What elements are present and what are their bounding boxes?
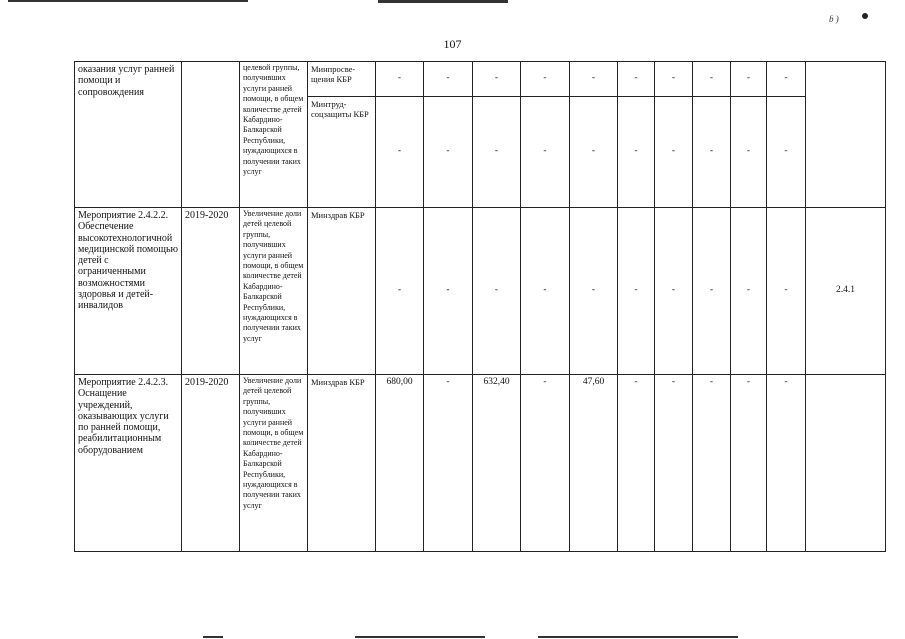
executor-cell: Минпросве-щения КБР: [308, 62, 376, 97]
value-cell: -: [693, 208, 731, 375]
executor-cell: Минтруд-соцзащиты КБР: [308, 97, 376, 208]
value-cell: -: [424, 97, 473, 208]
period-cell: 2019-2020: [182, 208, 240, 375]
indicator-cell: целевой группы, получивших услуги ранней помощи, в общем количестве детей Кабардино-Балкарской Республики, нуждающихся в получении таких услуг: [240, 62, 308, 208]
program-table: [74, 61, 886, 552]
period-cell: [182, 62, 240, 208]
measure-cell: Мероприятие 2.4.2.3. Оснащение учреждений, оказывающих услуги по ранней помощи, реабилитационным оборудованием: [75, 375, 182, 552]
value-cell: 632,40: [473, 375, 521, 552]
value-cell: -: [767, 97, 806, 208]
scan-artifact-top-center: [378, 0, 508, 3]
corner-mark: ɓ ): [829, 14, 839, 24]
value-cell: -: [473, 97, 521, 208]
scan-artifact-bottom-center: [355, 636, 485, 638]
value-cell: -: [570, 208, 618, 375]
table-body: [75, 62, 886, 552]
scan-artifact-bottom-left: [203, 636, 223, 638]
table-row: [75, 62, 886, 97]
value-cell: -: [655, 375, 693, 552]
value-cell: -: [618, 208, 655, 375]
value-cell: -: [731, 375, 767, 552]
link-cell: [806, 62, 886, 208]
value-cell: -: [521, 208, 570, 375]
value-cell: -: [618, 97, 655, 208]
measure-cell: оказания услуг ранней помощи и сопровождения: [75, 62, 182, 208]
executor-cell: Минздрав КБР: [308, 375, 376, 552]
value-cell: -: [424, 62, 473, 97]
value-cell: -: [693, 375, 731, 552]
value-cell: -: [618, 375, 655, 552]
value-cell: -: [655, 62, 693, 97]
value-cell: -: [731, 62, 767, 97]
value-cell: -: [767, 208, 806, 375]
value-cell: -: [376, 62, 424, 97]
value-cell: -: [693, 62, 731, 97]
value-cell: -: [731, 97, 767, 208]
value-cell: -: [521, 62, 570, 97]
value-cell: -: [655, 208, 693, 375]
value-cell: -: [618, 62, 655, 97]
corner-dot: [862, 13, 868, 19]
value-cell: -: [570, 97, 618, 208]
value-cell: -: [473, 208, 521, 375]
value-cell: -: [424, 375, 473, 552]
value-cell: -: [473, 62, 521, 97]
scan-artifact-top-left: [8, 0, 248, 2]
period-cell: 2019-2020: [182, 375, 240, 552]
value-cell: -: [767, 62, 806, 97]
table-row: [75, 375, 886, 552]
value-cell: -: [731, 208, 767, 375]
link-cell: 2.4.1: [806, 208, 886, 375]
value-cell: -: [570, 62, 618, 97]
scan-artifact-bottom-right: [538, 636, 738, 638]
value-cell: -: [693, 97, 731, 208]
value-cell: -: [424, 208, 473, 375]
value-cell: 680,00: [376, 375, 424, 552]
value-cell: -: [521, 97, 570, 208]
indicator-cell: Увеличение доли детей целевой группы, получивших услуги ранней помощи, в общем количестве детей Кабардино-Балкарской Республики, нуждающихся в получении таких услуг: [240, 375, 308, 552]
indicator-cell: Увеличение доли детей целевой группы, получивших услуги ранней помощи, в общем количестве детей Кабардино-Балкарской Республики, нуждающихся в получении таких услуг: [240, 208, 308, 375]
measure-cell: Мероприятие 2.4.2.2. Обеспечение высокотехнологичной медицинской помощью детей с ограниченными возможностями здоровья и детей-инвалидов: [75, 208, 182, 375]
link-cell: [806, 375, 886, 552]
page-number: 107: [443, 37, 462, 51]
value-cell: -: [376, 97, 424, 208]
value-cell: 47,60: [570, 375, 618, 552]
value-cell: -: [655, 97, 693, 208]
value-cell: -: [376, 208, 424, 375]
value-cell: -: [521, 375, 570, 552]
executor-cell: Минздрав КБР: [308, 208, 376, 375]
value-cell: -: [767, 375, 806, 552]
table-row: [75, 208, 886, 375]
